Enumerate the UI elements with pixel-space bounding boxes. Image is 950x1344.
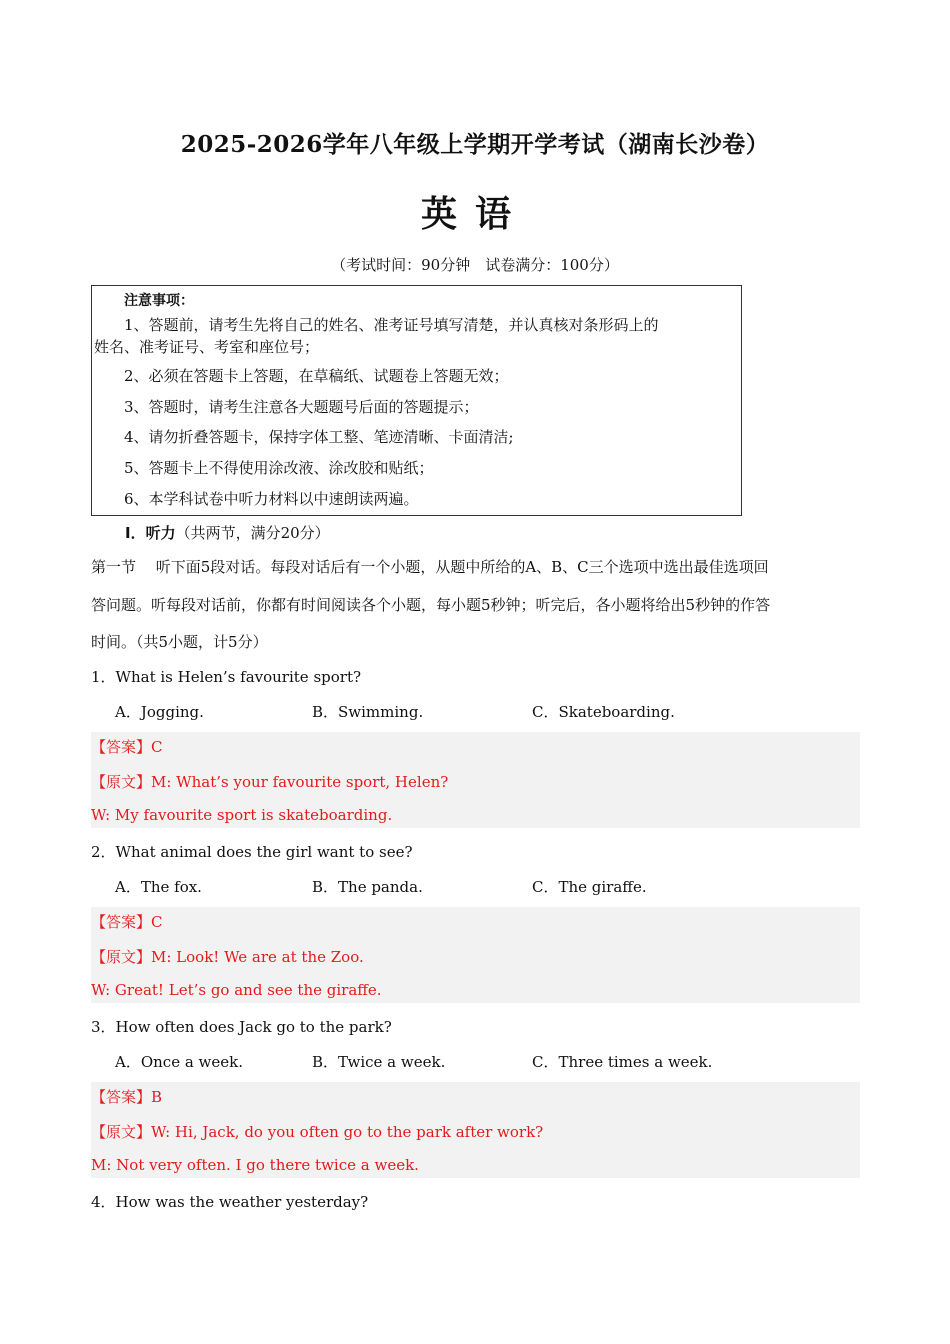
notice-item: 2、必须在答题卡上答题，在草稿纸、试题卷上答题无效；: [124, 367, 509, 385]
answer-block: [91, 732, 860, 828]
notice-item: 5、答题卡上不得使用涂改液、涂改胶和贴纸；: [124, 459, 434, 477]
answer-block: [91, 907, 860, 1003]
answer-text: 【答案】B: [91, 1088, 163, 1106]
answer-text: 【答案】C: [91, 738, 163, 756]
notice-item: 1、答题前，请考生先将自己的姓名、准考证号填写清楚，并认真核对条形码上的: [124, 316, 659, 334]
part1-line: 时间。（共5小题，计5分）: [91, 633, 268, 651]
notice-item: 3、答题时，请考生注意各大题题号后面的答题提示；: [124, 398, 479, 416]
option-b: B．Swimming.: [312, 703, 424, 721]
question-stem: 3．How often does Jack go to the park?: [91, 1018, 392, 1036]
part1-line: 第一节 听下面5段对话。每段对话后有一个小题，从题中所给的A、B、C三个选项中选出最佳选项回: [91, 558, 769, 576]
answer-text: 【答案】C: [91, 913, 163, 931]
notice-box: [91, 285, 742, 516]
notice-item: 6、本学科试卷中听力材料以中速朗读两遍。: [124, 490, 419, 508]
notice-item: 4、请勿折叠答题卡，保持字体工整、笔迹清晰、卡面清洁;: [124, 428, 514, 446]
part1-line: 答问题。听每段对话前，你都有时间阅读各个小题，每小题5秒钟；听完后，各小题将给出5秒钟的作答: [91, 596, 771, 614]
question-stem: 2．What animal does the girl want to see?: [91, 843, 413, 861]
answer-block: [91, 1082, 860, 1178]
option-c: C．The giraffe.: [532, 878, 647, 896]
script-line: W: Great! Let’s go and see the giraffe.: [91, 981, 382, 999]
option-b: B．The panda.: [312, 878, 423, 896]
script-line: W: My favourite sport is skateboarding.: [91, 806, 393, 824]
option-a: A．The fox.: [115, 878, 202, 896]
exam-info: （考试时间：90分钟 试卷满分：100分）: [331, 256, 619, 274]
script-line: 【原文】M: Look! We are at the Zoo.: [91, 948, 364, 966]
section-heading: I．听力（共两节，满分20分）: [125, 524, 330, 542]
exam-title: 2025-2026学年八年级上学期开学考试（湖南长沙卷）: [180, 131, 770, 158]
question-stem: 1．What is Helen’s favourite sport?: [91, 668, 362, 686]
subject-title: 英语: [420, 194, 529, 235]
option-c: C．Skateboarding.: [532, 703, 675, 721]
notice-item: 姓名、准考证号、考室和座位号；: [94, 338, 320, 356]
script-line: 【原文】M: What’s your favourite sport, Helen?: [91, 773, 449, 791]
option-a: A．Once a week.: [115, 1053, 243, 1071]
question-stem: 4．How was the weather yesterday?: [91, 1193, 369, 1211]
script-line: 【原文】W: Hi, Jack, do you often go to the park after work?: [91, 1123, 544, 1141]
option-c: C．Three times a week.: [532, 1053, 713, 1071]
notice-title: 注意事项：: [124, 293, 194, 309]
option-b: B．Twice a week.: [312, 1053, 446, 1071]
script-line: M: Not very often. I go there twice a week.: [91, 1156, 419, 1174]
option-a: A．Jogging.: [115, 703, 204, 721]
